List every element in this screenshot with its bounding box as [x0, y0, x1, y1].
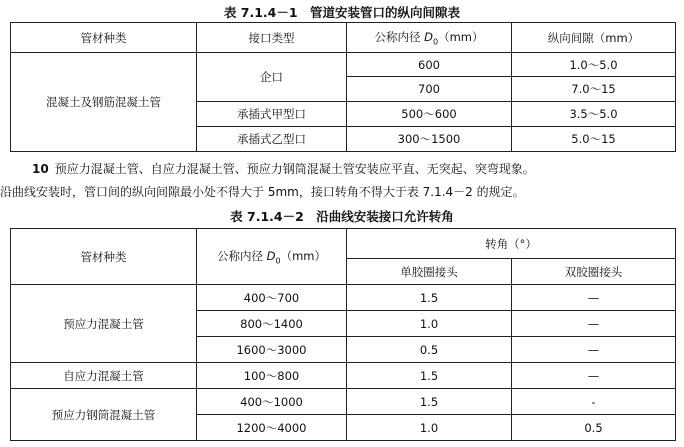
table1-gap-cell: 5.0～15	[512, 127, 676, 152]
table1-gap-cell: 1.0～5.0	[512, 53, 676, 77]
table1-diameter-cell: 300～1500	[347, 127, 512, 152]
table1-joint-cell: 承插式乙型口	[197, 127, 347, 152]
paragraph-line-1	[0, 160, 684, 177]
diameter-symbol: D	[424, 29, 433, 44]
diameter-unit: （mm）	[280, 248, 326, 263]
table2-double-cell: -	[512, 389, 676, 415]
table1-material-cell: 混凝土及钢筋混凝土管	[11, 53, 197, 152]
table2-double-cell: 0.5	[512, 415, 676, 441]
table1-diameter-cell: 500～600	[347, 102, 512, 127]
table2-single-cell: 1.5	[347, 285, 512, 311]
diameter-label: 公称内径	[374, 29, 421, 44]
table2-group-steel-cylinder: 预应力钢筒混凝土管	[11, 389, 197, 441]
table1-header-row	[11, 23, 676, 53]
table1-diameter-cell: 600	[347, 53, 512, 77]
table1-caption: 表 7.1.4－1 管道安装管口的纵向间隙表	[223, 5, 461, 20]
table1-header-gap: 纵向间隙（mm）	[512, 23, 676, 53]
table2-single-cell: 1.0	[347, 311, 512, 337]
diameter-label: 公称内径	[216, 248, 263, 263]
table2-header-double: 双胶圈接头	[512, 259, 676, 285]
diameter-symbol: D	[266, 248, 276, 263]
table2-diameter-cell: 1600～3000	[197, 337, 347, 363]
table2-header-single: 单胶圈接头	[347, 259, 512, 285]
table1-gap-cell: 7.0～15	[512, 77, 676, 102]
table1-header-material: 管材种类	[11, 23, 197, 53]
table2-group-prestressed: 预应力混凝土管	[11, 285, 197, 363]
table2-header-angle: 转角（°）	[347, 229, 676, 259]
table2-single-cell: 1.5	[347, 363, 512, 389]
diameter-subscript: 0	[275, 256, 281, 266]
table1-joint-cell: 承插式甲型口	[197, 102, 347, 127]
diameter-subscript: 0	[433, 37, 439, 47]
paragraph-text-1: 预应力混凝土管、自应力混凝土管、预应力钢筒混凝土管安装应平直、无突起、突弯现象。	[54, 162, 535, 176]
table2-single-cell: 0.5	[347, 337, 512, 363]
table2-diameter-cell: 400～1000	[197, 389, 347, 415]
diameter-unit: （mm）	[438, 29, 484, 44]
table2-double-cell: —	[512, 363, 676, 389]
table2-double-cell: —	[512, 337, 676, 363]
table1-diameter-cell: 700	[347, 77, 512, 102]
table1-gap-table	[10, 22, 676, 152]
table2-double-cell: —	[512, 311, 676, 337]
table1-header-joint: 接口类型	[197, 23, 347, 53]
table2-header-diameter	[197, 229, 347, 285]
table2-single-cell: 1.5	[347, 389, 512, 415]
table2-caption: 表 7.1.4－2 沿曲线安装接口允许转角	[230, 209, 454, 224]
table1-header-diameter	[347, 23, 512, 53]
table-row	[11, 389, 676, 415]
table2-group-self-stressed: 自应力混凝土管	[11, 363, 197, 389]
table-row	[11, 285, 676, 311]
table2-diameter-cell: 400～700	[197, 285, 347, 311]
table2-diameter-cell: 100～800	[197, 363, 347, 389]
table1-joint-cell: 企口	[197, 53, 347, 102]
paragraph-number: 10	[32, 162, 49, 176]
table1-gap-cell: 3.5～5.0	[512, 102, 676, 127]
table2-diameter-cell: 800～1400	[197, 311, 347, 337]
paragraph-line-2: 沿曲线安装时，管口间的纵向间隙最小处不得大于 5mm，接口转角不得大于表 7.1.4－2 的规定。	[0, 185, 525, 199]
table2-header-row	[11, 229, 676, 259]
table2-diameter-cell: 1200～4000	[197, 415, 347, 441]
table-row	[11, 363, 676, 389]
table2-angle-table	[10, 228, 676, 441]
table2-header-material: 管材种类	[11, 229, 197, 285]
table-row	[11, 53, 676, 77]
table2-double-cell: —	[512, 285, 676, 311]
table2-single-cell: 1.0	[347, 415, 512, 441]
